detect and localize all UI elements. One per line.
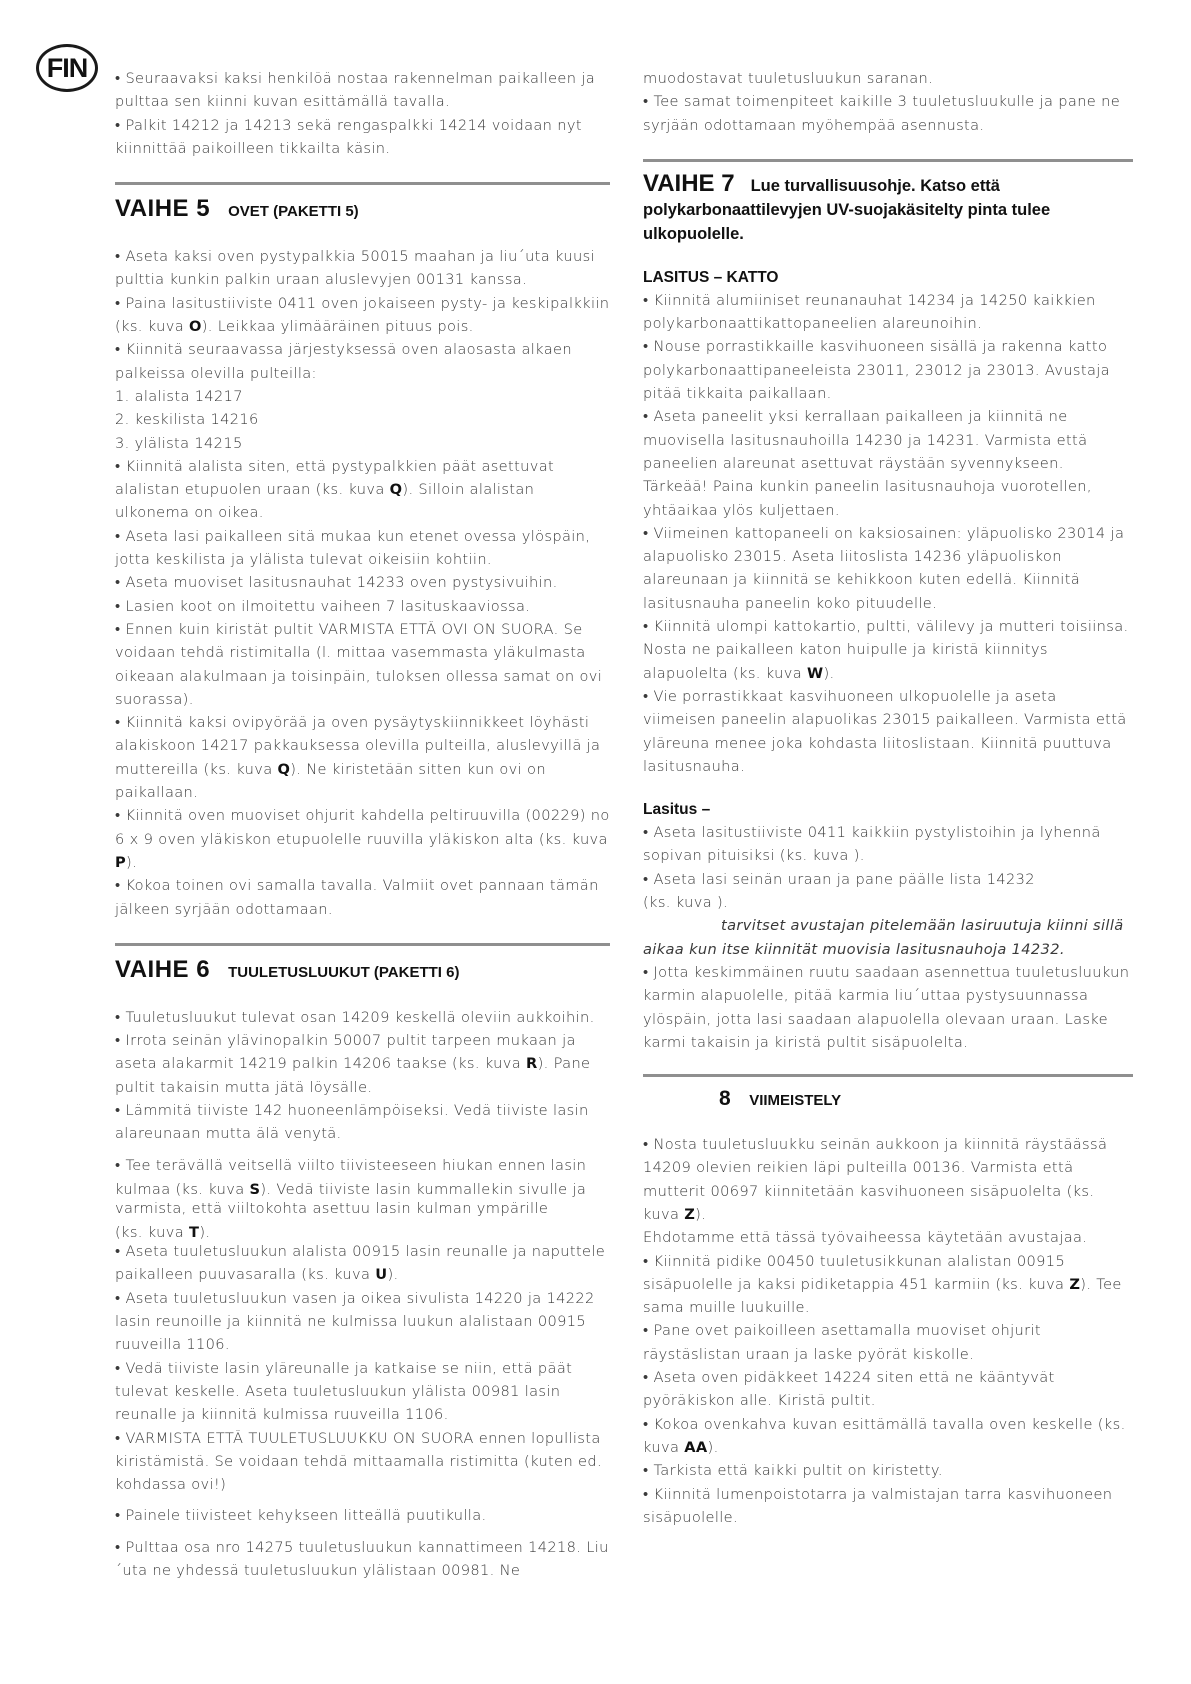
right-column — [643, 67, 1133, 1529]
paragraph: • Kokoa toinen ovi samalla tavalla. Valmiit ovet pannaan tämän jälkeen syrjään odottamaan. — [115, 877, 599, 918]
figure-ref: W — [806, 664, 824, 682]
paragraph: • Aseta lasitustiiviste 0411 kaikkiin pystylistoihin ja lyhennä sopivan pituisiksi (ks. kuva ). — [643, 824, 1101, 865]
step8-number: 8 — [719, 1087, 732, 1111]
paragraph: Ehdotamme että tässä työvaiheessa käytetään avustajaa. — [643, 1229, 1088, 1247]
list-item: 2. keskilista 14216 — [115, 411, 259, 429]
intro-paragraph: • Tee samat toimenpiteet kaikille 3 tuuletusluukulle ja pane ne syrjään odottamaan myöhempää asennusta. — [643, 93, 1121, 134]
intro-paragraph: • Seuraavaksi kaksi henkilöä nostaa rakennelman paikalleen ja pulttaa sen kiinni kuvan esittämällä tavalla. — [115, 70, 596, 111]
note-paragraph: tarvitset avustajan pitelemään lasiruutuja kiinni sillä aikaa kun itse kiinnität muovisia lasitusnauhoja 14232. — [643, 917, 1124, 958]
paragraph: • Kiinnitä oven muoviset ohjurit kahdella peltiruuvilla (00229) no 6 x 9 oven yläkiskon etupuolelle ruuvilla yläkiskon alta (ks. kuva P). — [115, 807, 610, 871]
paragraph: • Kiinnitä lumenpoistotarra ja valmistajan tarra kasvihuoneen sisäpuolelle. — [643, 1485, 1113, 1526]
paragraph: • Pane ovet paikoilleen asettamalla muoviset ohjurit räystäslistan uraan ja laske pyörät kiskolle. — [643, 1322, 1041, 1363]
step5-heading — [115, 195, 610, 223]
paragraph: • Vie porrastikkaat kasvihuoneen ulkopuolelle ja aseta viimeisen paneelin alapuolikas 23015 paikalleen. Varmista että yläreuna menee joka kohdasta liitoslistaan. Kiinnitä puuttuva lasitusnauha. — [643, 687, 1127, 775]
figure-ref: Z — [1069, 1275, 1081, 1293]
paragraph: • Aseta paneelit yksi kerrallaan paikalleen ja kiinnitä ne muovisella lasitusnauhoilla 14230 ja 14231. Varmista että paneelien alareunat asettuvat räystään syvennykseen. Tärkeää! Paina kunkin paneelin lasitusnauhoja vuorotellen, yhtäaikaa ylös kuljettaen. — [643, 408, 1092, 519]
step8-heading — [643, 1087, 1133, 1111]
language-badge: FIN — [36, 44, 98, 92]
paragraph: • Lämmitä tiiviste 142 huoneenlämpöiseksi. Vedä tiiviste lasin alareunaan mutta älä venytä. — [115, 1101, 589, 1143]
list-item: 1. alalista 14217 — [115, 387, 243, 405]
step8-title: VIIMEISTELY — [749, 1092, 842, 1110]
paragraph: • Aseta lasi seinän uraan ja pane päälle lista 14232 — [643, 870, 1035, 888]
paragraph: • Kiinnitä seuraavassa järjestyksessä oven alaosasta alkaen palkeissa olevilla pulteilla: — [115, 341, 572, 382]
figure-ref: R — [526, 1055, 538, 1073]
paragraph: • Kokoa ovenkahva kuvan esittämällä tavalla oven keskelle (ks. kuva AA). — [643, 1415, 1126, 1456]
paragraph: • Kiinnitä alalista siten, että pystypalkkien päät asettuvat alalistan etupuolen uraan (ks. kuva Q). Silloin alalistan ulkonema on oikea. — [115, 457, 555, 522]
intro-paragraph: • Palkit 14212 ja 14213 sekä rengaspalkki 14214 voidaan nyt kiinnittää paikoilleen tikkailta käsin. — [115, 116, 582, 157]
paragraph: • Aseta oven pidäkkeet 14224 siten että ne kääntyvät pyöräkiskon alle. Kiristä pultit. — [643, 1369, 1055, 1410]
step7-title: Lue turvallisuusohje. Katso että polykarbonaattilevyjen UV-suojakäsitelty pinta tulee ulkopuolelle. — [643, 176, 1051, 243]
step6-title: TUULETUSLUUKUT (PAKETTI 6) — [228, 963, 460, 981]
figure-ref: P — [115, 853, 127, 871]
paragraph: • Nouse porrastikkaille kasvihuoneen sisällä ja rakenna katto polykarbonaattipaneeleista 23011, 23012 ja 23013. Avustaja pitää tikkaita paikallaan. — [643, 338, 1110, 403]
paragraph: • Lasien koot on ilmoitettu vaiheen 7 lasituskaaviossa. — [115, 597, 531, 615]
paragraph: • Aseta tuuletusluukun alalista 00915 lasin reunalle ja naputtele paikalleen puuvasaralla (ks. kuva U). — [115, 1243, 606, 1284]
roof-glazing-heading: LASITUS – KATTO — [643, 268, 779, 286]
paragraph: • Tuuletusluukut tulevat osan 14209 keskellä oleviin aukkoihin. — [115, 1008, 595, 1026]
paragraph: • Kiinnitä alumiiniset reunanauhat 14234 ja 14250 kaikkien polykarbonaattikattopaneelien alareunoihin. — [643, 291, 1096, 333]
paragraph: (ks. kuva T). — [115, 1224, 211, 1242]
figure-ref: O — [189, 318, 202, 336]
wall-glazing-heading: Lasitus – — [643, 801, 711, 819]
paragraph: • Tarkista että kaikki pultit on kiristetty. — [643, 1462, 943, 1480]
paragraph: • Kiinnitä pidike 00450 tuuletusikkunan alalistan 00915 sisäpuolelle ja kaksi pidiketappia 451 karmiin (ks. kuva Z). Tee sama muille luukuille. — [643, 1252, 1122, 1317]
paragraph: • Ennen kuin kiristät pultit VARMISTA ETTÄ OVI ON SUORA. Se voidaan tehdä ristimitalla (l. mittaa vasemmasta yläkulmasta oikeaan alakulmaan ja toisinpäin, tuloksen ollessa samat on ovi suorassa). — [115, 620, 603, 708]
paragraph: • Jotta keskimmäinen ruutu saadaan asennettua tuuletusluukun karmin alapuolelle, pitää karmia liu´uttaa pystysuunnassa ylöspäin, jotta lasi saadaan alapuolella olevaan uraan. Laske karmi takaisin ja kiristä pultit sisäpuolelta. — [643, 963, 1130, 1051]
step5-number: VAIHE 5 — [115, 195, 211, 223]
intro-paragraph: muodostavat tuuletusluukun saranan. — [643, 70, 934, 87]
step6-heading — [115, 956, 610, 984]
paragraph: • Pulttaa osa nro 14275 tuuletusluukun kannattimeen 14218. Liu´uta ne yhdessä tuuletusluukun ylälistaan 00981. Ne — [115, 1538, 609, 1580]
left-column — [115, 67, 610, 1582]
paragraph: varmista, että viiltokohta asettuu lasin kulman ympärille — [115, 1199, 549, 1217]
figure-ref: Q — [389, 481, 403, 499]
figure-ref: T — [189, 1224, 200, 1242]
paragraph: • Paina lasitustiiviste 0411 oven jokaiseen pysty- ja keskipalkkiin (ks. kuva O). Leikkaa ylimääräinen pituus pois. — [115, 294, 610, 336]
step6-number: VAIHE 6 — [115, 955, 211, 983]
step5-title: OVET (PAKETTI 5) — [228, 203, 359, 221]
paragraph: • Aseta muoviset lasitusnauhat 14233 oven pystysivuihin. — [115, 574, 558, 592]
step7-number: VAIHE 7 — [643, 169, 735, 197]
paragraph: • Aseta kaksi oven pystypalkkia 50015 maahan ja liu´uta kuusi pulttia kunkin palkin uraan aluslevyjen 00131 kanssa. — [115, 248, 595, 289]
paragraph: • Aseta tuuletusluukun vasen ja oikea sivulista 14220 ja 14222 lasin reunoille ja kiinnitä ne kulmissa luukun alalistaan 00915 ruuveilla 1106. — [115, 1289, 595, 1354]
paragraph: • Kiinnitä ulompi kattokartio, pultti, välilevy ja mutteri toisiinsa. Nosta ne paikalleen katon huipulle ja kiristä kiinnitys alapuolelta (ks. kuva W). — [643, 618, 1129, 682]
paragraph: • Nosta tuuletusluukku seinän aukkoon ja kiinnitä räystäässä 14209 olevien reikien läpi pulteilla 00136. Varmista että mutterit 00697 kiinnitetään kasvihuoneen sisäpuolelta (ks. kuva Z). — [643, 1136, 1108, 1223]
figure-ref: Z — [684, 1205, 696, 1223]
paragraph: • Irrota seinän ylävinopalkin 50007 pultit tarpeen mukaan ja aseta alakarmit 14219 palkin 14206 taakse (ks. kuva R). Pane pultit takaisin mutta jätä löysälle. — [115, 1032, 591, 1096]
paragraph: • Tee terävällä veitsellä viilto tiivisteeseen hiukan ennen lasin — [115, 1156, 587, 1174]
paragraph: • Aseta lasi paikalleen sitä mukaa kun etenet ovessa ylöspäin, jotta keskilista ja ylälista tulevat oikeisiin kohtiin. — [115, 527, 591, 569]
paragraph: (ks. kuva ). — [643, 894, 729, 912]
figure-ref: AA — [684, 1438, 708, 1456]
paragraph: kulmaa (ks. kuva S). Vedä tiiviste lasin kummallekin sivulle ja — [115, 1180, 587, 1198]
figure-ref: U — [375, 1266, 388, 1284]
paragraph: • Vedä tiiviste lasin yläreunalle ja katkaise se niin, että päät tulevat keskelle. Aseta tuuletusluukun ylälista 00981 lasin reunalle ja kiinnitä kulmissa ruuveilla 1106. — [115, 1359, 573, 1424]
step7-heading — [643, 169, 1133, 246]
figure-ref: S — [249, 1180, 261, 1198]
paragraph: • Viimeinen kattopaneeli on kaksiosainen: yläpuolisko 23014 ja alapuolisko 23015. Aseta liitoslista 14236 yläpuoliskon alareunaan ja kiinnitä se kehikkoon kuten edellä. Kiinnitä lasitusnauha paneelin koko pituudelle. — [643, 524, 1125, 612]
paragraph: • Painele tiivisteet kehykseen litteällä puutikulla. — [115, 1507, 487, 1525]
paragraph: • Kiinnitä kaksi ovipyörää ja oven pysäytyskiinnikkeet löyhästi alakiskoon 14217 pakkauksessa olevilla pulteilla, aluslevyillä ja muttereilla (ks. kuva Q). Ne kiristetään sitten kun ovi on paikallaan. — [115, 714, 601, 802]
paragraph: • VARMISTA ETTÄ TUULETUSLUUKKU ON SUORA ennen lopullista kiristämistä. Se voidaan tehdä mittaamalla ristimitta (kuten ed. kohdassa ovi!) — [115, 1429, 602, 1494]
list-item: 3. ylälista 14215 — [115, 434, 243, 452]
figure-ref: Q — [277, 760, 291, 778]
